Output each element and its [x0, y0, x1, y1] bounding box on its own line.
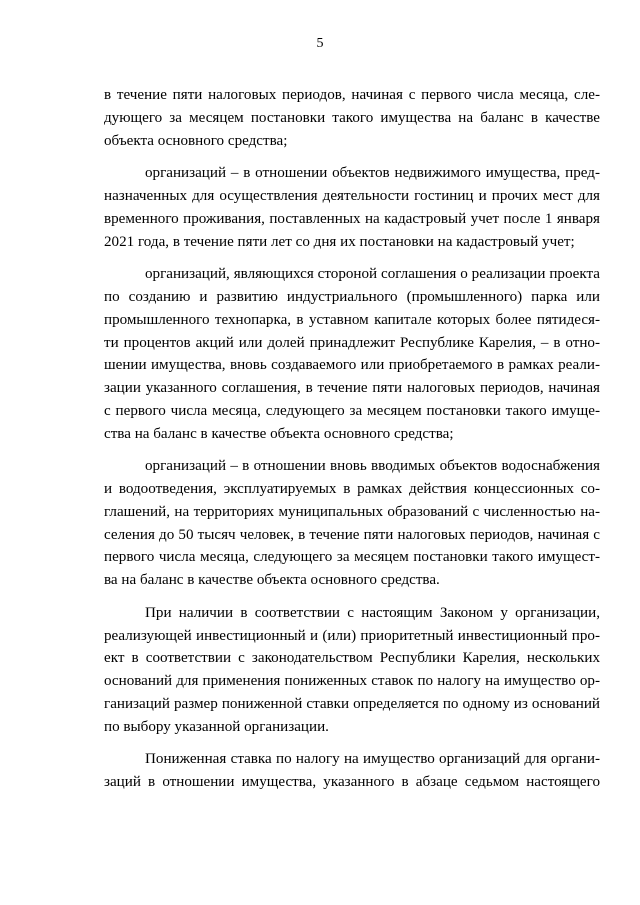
text-line: зации указанного соглашения, в течение пяти налоговых периодов, начиная [104, 380, 600, 396]
text-line: дующего за месяцем постановки такого имущества на баланс в качестве [104, 109, 600, 126]
text-line: первого числа месяца, следующего за месяцем постановки такого имущест- [104, 549, 600, 566]
text-line: При наличии в соответствии с настоящим Законом у организации, [145, 604, 600, 621]
text-line: объекта основного средства; [104, 132, 288, 149]
text-line: промышленного технопарка, в уставном капитале которых более пятидеся- [104, 311, 600, 328]
text-line: в течение пяти налоговых периодов, начиная с первого числа месяца, сле- [104, 87, 600, 103]
paragraph [104, 455, 600, 592]
text-line: организаций – в отношении объектов недвижимого имущества, пред- [145, 165, 600, 182]
text-line: оснований для применения пониженных ставок по налогу на имущество ор- [104, 673, 600, 689]
text-line: заций в отношении имущества, указанного в абзаце седьмом настоящего [104, 774, 600, 790]
text-line: организаций, являющихся стороной соглашения о реализации проекта [145, 266, 600, 283]
text-line: ства на баланс в качестве объекта основного средства; [104, 425, 454, 442]
text-line: ганизаций размер пониженной ставки определяется по одному из оснований [104, 695, 600, 712]
paragraph [104, 263, 600, 445]
paragraph [104, 748, 600, 794]
text-line: назначенных для осуществления деятельности гостиниц и прочих мест для [104, 188, 600, 204]
text-line: временного проживания, поставленных на кадастровый учет после 1 января [104, 210, 600, 227]
page-number: 5 [316, 36, 324, 51]
text-line: организаций – в отношении вновь вводимых объектов водоснабжения [145, 458, 600, 475]
text-line: реализующей инвестиционный и (или) приоритетный инвестиционный про- [104, 627, 600, 644]
text-line: ва на баланс в качестве объекта основного средства. [104, 572, 440, 588]
text-line: Пониженная ставка по налогу на имущество организаций для органи- [145, 751, 600, 768]
text-line: с первого числа месяца, следующего за месяцем постановки такого имуще- [104, 402, 600, 419]
paragraph [104, 162, 600, 253]
text-line: шении имущества, вновь создаваемого или приобретаемого в рамках реали- [104, 357, 600, 374]
text-line: по выбору указанной организации. [104, 718, 329, 735]
paragraph [104, 602, 600, 739]
text-line: селения до 50 тысяч человек, в течение пяти налоговых периодов, начиная с [104, 526, 600, 543]
text-line: глашений, на территориях муниципальных образований с численностью на- [104, 503, 600, 520]
document-body [104, 84, 600, 794]
text-line: по созданию и развитию индустриального (промышленного) парка или [104, 289, 600, 305]
text-line: и водоотведения, эксплуатируемых в рамках действия концессионных со- [104, 481, 600, 497]
paragraph [104, 84, 600, 152]
text-line: ти процентов акций или долей принадлежит Республике Карелия, – в отно- [104, 334, 600, 351]
text-line: ект в соответствии с законодательством Республики Карелия, нескольких [104, 650, 600, 667]
text-line: 2021 года, в течение пяти лет со дня их постановки на кадастровый учет; [104, 233, 575, 250]
